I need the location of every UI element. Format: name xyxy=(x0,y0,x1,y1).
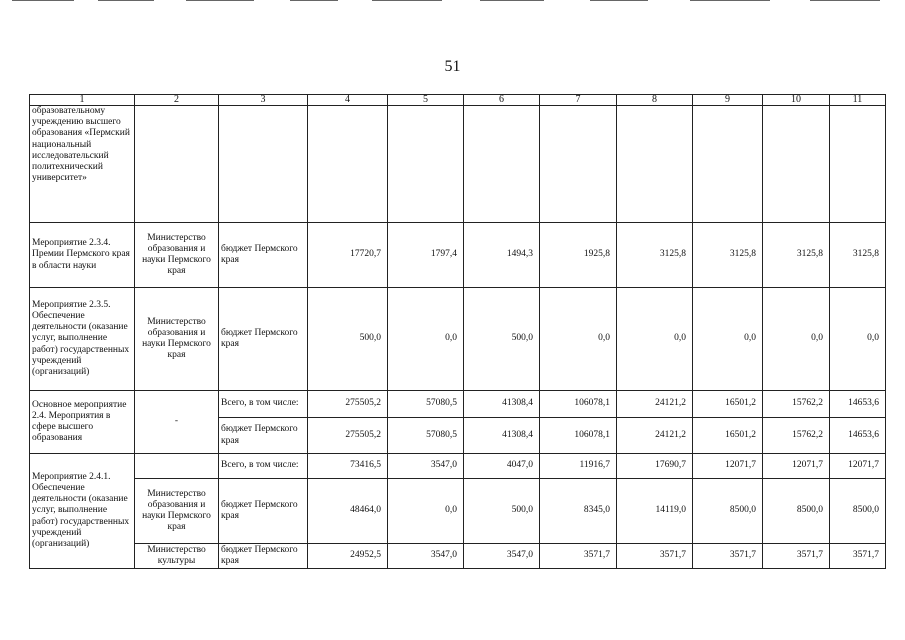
value-cell: 3571,7 xyxy=(830,544,886,569)
header-cell: 6 xyxy=(464,95,540,106)
empty-cell xyxy=(763,106,830,223)
value-cell: 0,0 xyxy=(830,288,886,391)
empty-cell xyxy=(464,106,540,223)
empty-cell xyxy=(830,106,886,223)
funding-source: бюджет Пермского края xyxy=(219,479,308,544)
header-cell: 7 xyxy=(540,95,617,106)
value-cell: 3125,8 xyxy=(693,223,763,288)
value-cell: 1797,4 xyxy=(388,223,464,288)
table-row xyxy=(30,479,886,544)
value-cell: 3571,7 xyxy=(617,544,693,569)
activity-name: Мероприятие 2.4.1. Обеспечение деятельности (оказание услуг, выполнение работ) государственных учреждений (организаций) xyxy=(30,454,135,569)
value-cell: 14653,6 xyxy=(830,418,886,454)
empty-cell xyxy=(540,106,617,223)
value-cell: 3125,8 xyxy=(617,223,693,288)
value-cell: 3547,0 xyxy=(388,544,464,569)
value-cell: 0,0 xyxy=(617,288,693,391)
value-cell: 0,0 xyxy=(388,479,464,544)
header-cell: 2 xyxy=(135,95,219,106)
value-cell: 57080,5 xyxy=(388,391,464,418)
funding-source: бюджет Пермского края xyxy=(219,223,308,288)
value-cell: 3571,7 xyxy=(763,544,830,569)
value-cell: 16501,2 xyxy=(693,391,763,418)
activity-name: Мероприятие 2.3.4. Премии Пермского края в области науки xyxy=(30,223,135,288)
table-row xyxy=(30,223,886,288)
value-cell: 24121,2 xyxy=(617,391,693,418)
header-cell: 3 xyxy=(219,95,308,106)
empty-cell xyxy=(219,106,308,223)
empty-cell xyxy=(693,106,763,223)
value-cell: 15762,2 xyxy=(763,418,830,454)
value-cell: 8345,0 xyxy=(540,479,617,544)
funding-source: Всего, в том числе: xyxy=(219,454,308,479)
budget-table xyxy=(29,94,886,569)
value-cell: 12071,7 xyxy=(830,454,886,479)
value-cell: 3547,0 xyxy=(388,454,464,479)
header-cell: 9 xyxy=(693,95,763,106)
value-cell: 57080,5 xyxy=(388,418,464,454)
value-cell: 11916,7 xyxy=(540,454,617,479)
value-cell: 41308,4 xyxy=(464,391,540,418)
executor: Министерство образования и науки Пермского края xyxy=(135,288,219,391)
empty-cell xyxy=(617,106,693,223)
value-cell: 48464,0 xyxy=(308,479,388,544)
value-cell: 12071,7 xyxy=(763,454,830,479)
empty-cell xyxy=(308,106,388,223)
value-cell: 17720,7 xyxy=(308,223,388,288)
table-row xyxy=(30,544,886,569)
funding-source: бюджет Пермского края xyxy=(219,288,308,391)
table-row xyxy=(30,106,886,223)
value-cell: 1925,8 xyxy=(540,223,617,288)
scan-top-edge xyxy=(0,0,905,2)
value-cell: 0,0 xyxy=(693,288,763,391)
value-cell: 500,0 xyxy=(308,288,388,391)
value-cell: 106078,1 xyxy=(540,391,617,418)
value-cell: 500,0 xyxy=(464,479,540,544)
executor: Министерство культуры xyxy=(135,544,219,569)
value-cell: 16501,2 xyxy=(693,418,763,454)
value-cell: 3125,8 xyxy=(830,223,886,288)
header-cell: 11 xyxy=(830,95,886,106)
table-row xyxy=(30,454,886,479)
header-cell: 5 xyxy=(388,95,464,106)
value-cell: 106078,1 xyxy=(540,418,617,454)
value-cell: 0,0 xyxy=(540,288,617,391)
table-row xyxy=(30,391,886,418)
value-cell: 275505,2 xyxy=(308,391,388,418)
header-cell: 1 xyxy=(30,95,135,106)
empty-cell xyxy=(135,454,219,479)
executor: Министерство образования и науки Пермского края xyxy=(135,479,219,544)
value-cell: 14653,6 xyxy=(830,391,886,418)
value-cell: 3571,7 xyxy=(540,544,617,569)
value-cell: 3571,7 xyxy=(693,544,763,569)
activity-name: Основное мероприятие 2.4. Мероприятия в сфере высшего образования xyxy=(30,391,135,454)
value-cell: 500,0 xyxy=(464,288,540,391)
activity-name: образовательному учреждению высшего образования «Пермский национальный исследовательский политехнический университет» xyxy=(30,106,135,223)
empty-cell xyxy=(135,106,219,223)
value-cell: 3125,8 xyxy=(763,223,830,288)
value-cell: 17690,7 xyxy=(617,454,693,479)
value-cell: 24952,5 xyxy=(308,544,388,569)
value-cell: 15762,2 xyxy=(763,391,830,418)
funding-source: Всего, в том числе: xyxy=(219,391,308,418)
value-cell: 3547,0 xyxy=(464,544,540,569)
value-cell: 4047,0 xyxy=(464,454,540,479)
header-row xyxy=(30,95,886,106)
value-cell: 24121,2 xyxy=(617,418,693,454)
value-cell: 8500,0 xyxy=(830,479,886,544)
funding-source: бюджет Пермского края xyxy=(219,544,308,569)
header-cell: 10 xyxy=(763,95,830,106)
funding-source: бюджет Пермского края xyxy=(219,418,308,454)
page-number: 51 xyxy=(444,58,461,75)
header-cell: 8 xyxy=(617,95,693,106)
value-cell: 0,0 xyxy=(763,288,830,391)
value-cell: 73416,5 xyxy=(308,454,388,479)
header-cell: 4 xyxy=(308,95,388,106)
value-cell: 14119,0 xyxy=(617,479,693,544)
value-cell: 8500,0 xyxy=(693,479,763,544)
table-row xyxy=(30,288,886,391)
value-cell: 275505,2 xyxy=(308,418,388,454)
value-cell: 12071,7 xyxy=(693,454,763,479)
value-cell: 1494,3 xyxy=(464,223,540,288)
value-cell: 0,0 xyxy=(388,288,464,391)
executor: Министерство образования и науки Пермского края xyxy=(135,223,219,288)
activity-name: Мероприятие 2.3.5. Обеспечение деятельности (оказание услуг, выполнение работ) государственных учреждений (организаций) xyxy=(30,288,135,391)
executor: - xyxy=(135,391,219,454)
value-cell: 8500,0 xyxy=(763,479,830,544)
empty-cell xyxy=(388,106,464,223)
value-cell: 41308,4 xyxy=(464,418,540,454)
